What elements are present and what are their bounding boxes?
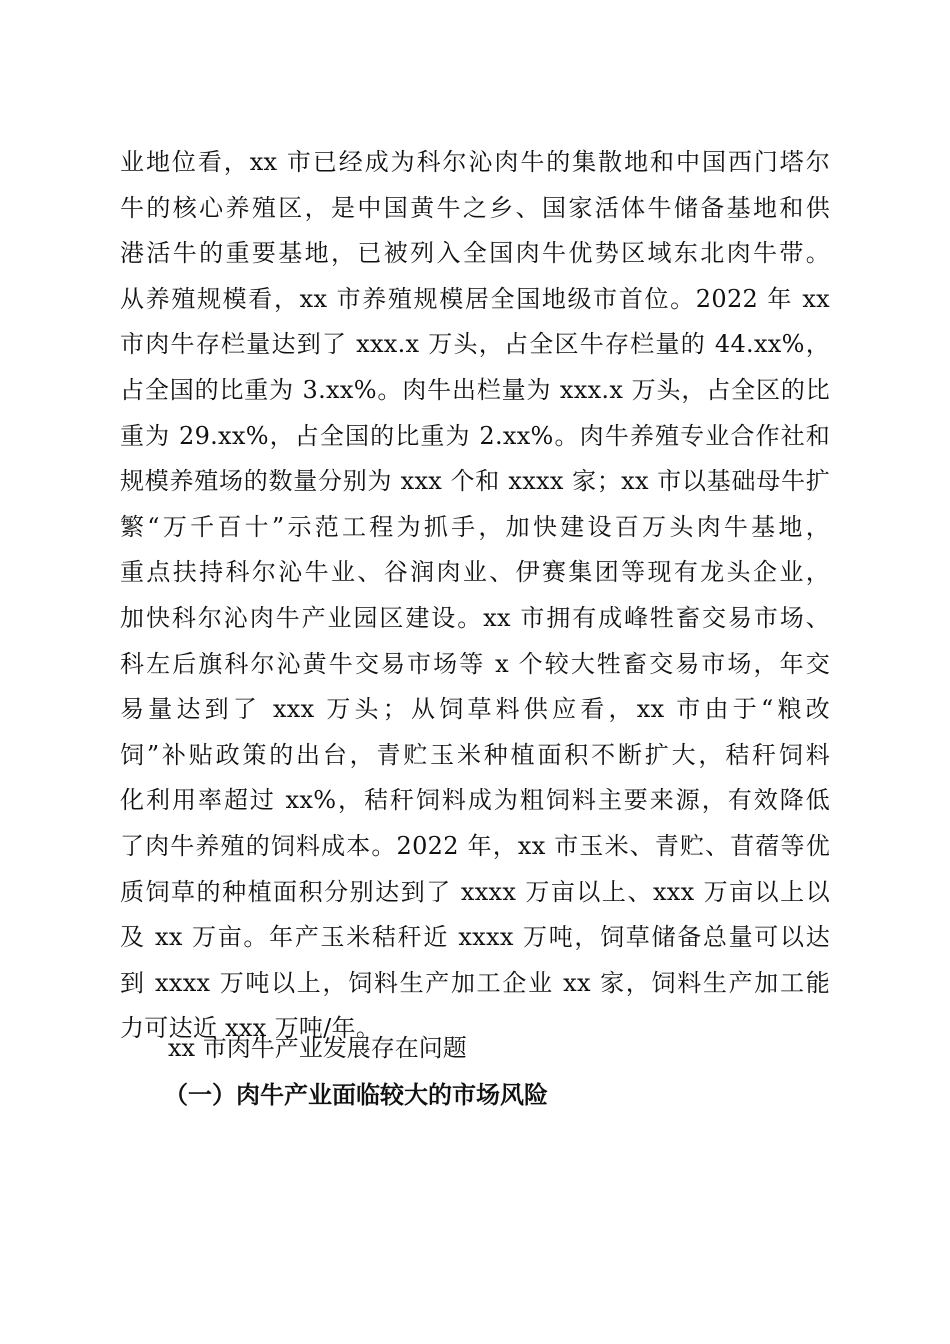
paragraph-line: 易量达到了 xxx 万头；从饲草料供应看，xx 市由于“粮改	[120, 695, 830, 724]
paragraph-line: 化利用率超过 xx%，秸秆饲料成为粗饲料主要来源，有效降低	[120, 786, 830, 815]
paragraph-line: 到 xxxx 万吨以上，饲料生产加工企业 xx 家，饲料生产加工能	[120, 968, 830, 997]
paragraph-line: 从养殖规模看，xx 市养殖规模居全国地级市首位。2022 年 xx	[120, 284, 830, 313]
paragraph-line: 规模养殖场的数量分别为 xxx 个和 xxxx 家；xx 市以基础母牛扩	[120, 467, 830, 496]
subsection-title: xx 市肉牛产业发展存在问题	[168, 1034, 467, 1062]
body-paragraph	[120, 140, 830, 1052]
paragraph-line: 牛的核心养殖区，是中国黄牛之乡、国家活体牛储备基地和供	[120, 193, 830, 222]
paragraph-line: 科左后旗科尔沁黄牛交易市场等 x 个较大牲畜交易市场，年交	[120, 649, 830, 678]
paragraph-line: 力可达近 xxx 万吨/年。	[120, 1014, 381, 1043]
paragraph-line: 占全国的比重为 3.xx%。肉牛出栏量为 xxx.x 万头，占全区的比	[120, 375, 830, 404]
paragraph-line: 繁“万千百十”示范工程为抓手，加快建设百万头肉牛基地，	[120, 512, 830, 541]
paragraph-line: 了肉牛养殖的饲料成本。2022 年，xx 市玉米、青贮、苜蓿等优	[120, 831, 830, 860]
paragraph-line: 重为 29.xx%，占全国的比重为 2.xx%。肉牛养殖专业合作社和	[120, 421, 830, 450]
paragraph-line: 业地位看，xx 市已经成为科尔沁肉牛的集散地和中国西门塔尔	[120, 148, 830, 176]
paragraph-line: 饲”补贴政策的出台，青贮玉米种植面积不断扩大，秸秆饲料	[120, 740, 830, 769]
paragraph-line: 质饲草的种植面积分别达到了 xxxx 万亩以上、xxx 万亩以上以	[120, 877, 830, 906]
paragraph-line: 重点扶持科尔沁牛业、谷润肉业、伊赛集团等现有龙头企业，	[120, 558, 830, 587]
paragraph-line: 加快科尔沁肉牛产业园区建设。xx 市拥有成峰牲畜交易市场、	[120, 603, 830, 632]
paragraph-line: 市肉牛存栏量达到了 xxx.x 万头，占全区牛存栏量的 44.xx%，	[120, 330, 830, 359]
paragraph-line: 及 xx 万亩。年产玉米秸秆近 xxxx 万吨，饲草储备总量可以达	[120, 923, 830, 952]
section-heading: （一）肉牛产业面临较大的市场风险	[164, 1080, 548, 1109]
paragraph-line: 港活牛的重要基地，已被列入全国肉牛优势区域东北肉牛带。	[120, 239, 830, 268]
